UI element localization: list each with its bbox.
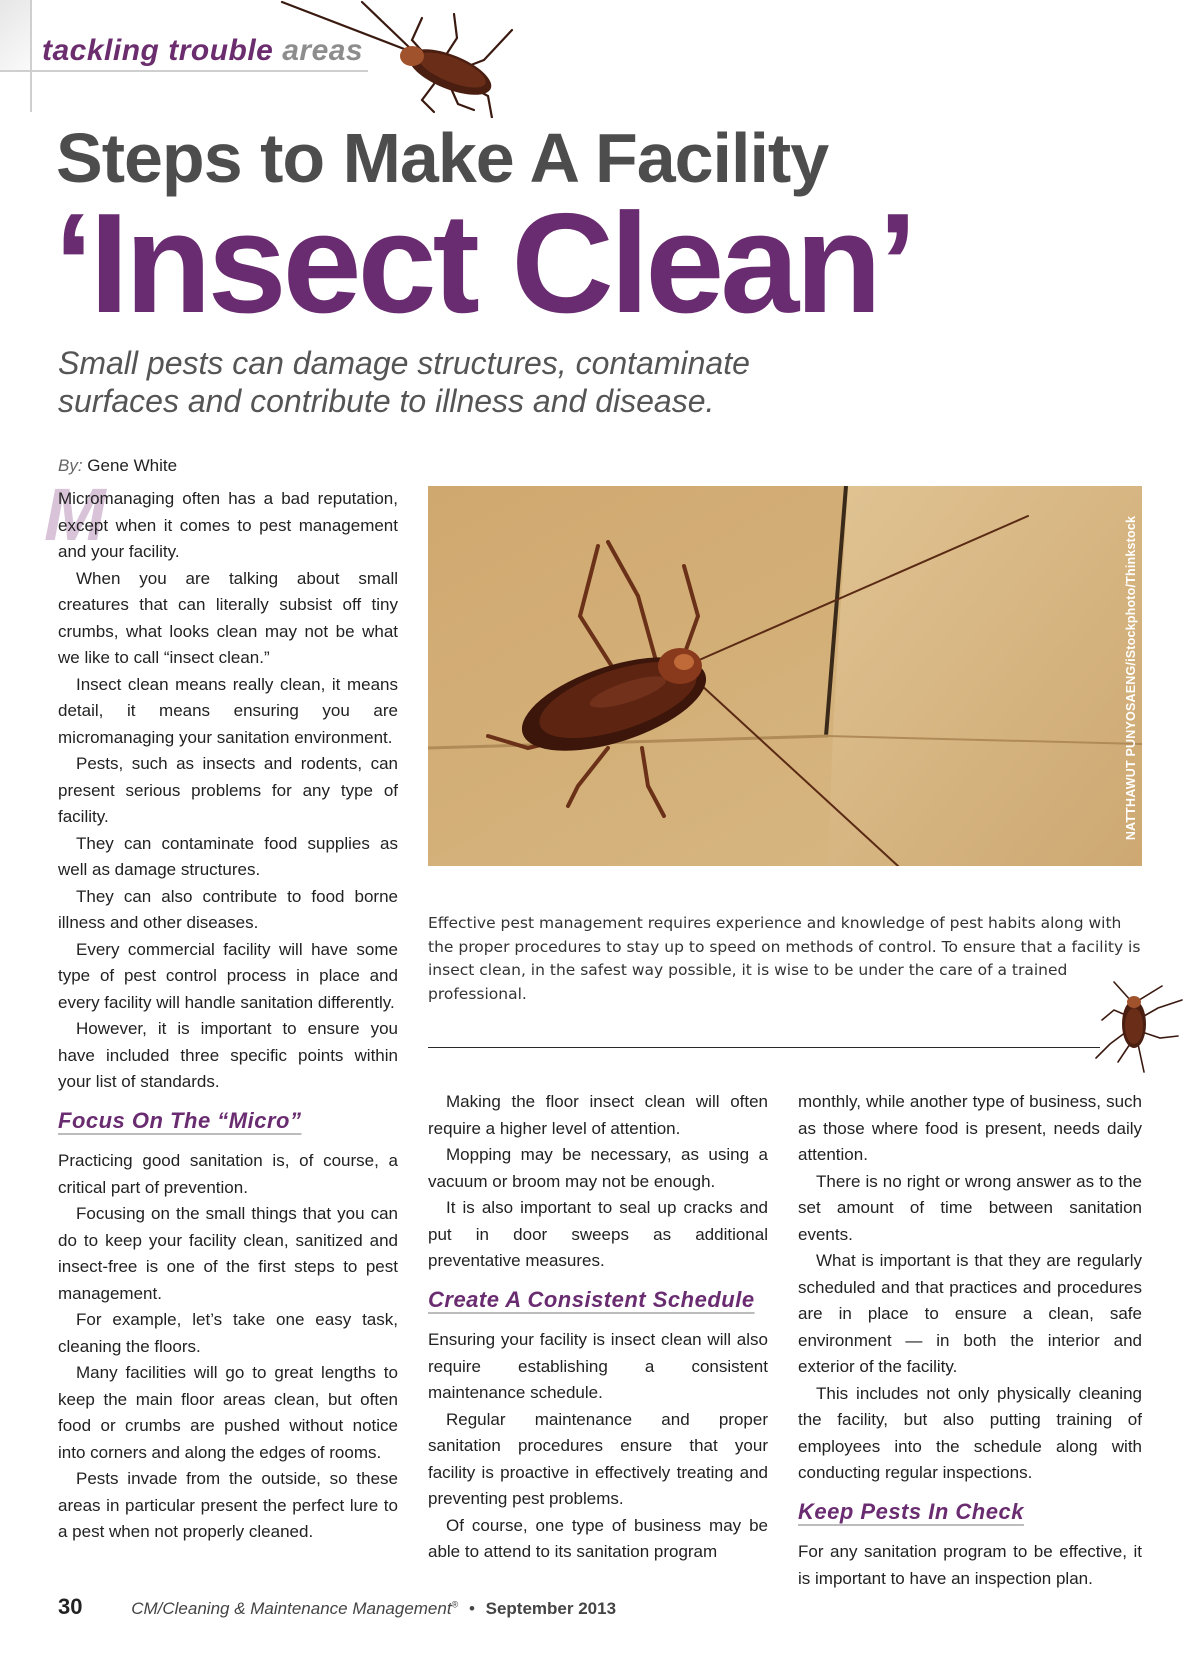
subheading-create-a-consistent-schedule: Create A Consistent Schedule [428,1286,755,1312]
registered-mark: ® [451,1599,459,1610]
headline-line1: Steps to Make A Facility [56,119,829,197]
paragraph: What is important is that they are regularly scheduled and that practices and procedures are in place to ensure a clean, safe environment — in both the interior and exterior of the facility. [798,1251,1142,1376]
column-2 [428,1089,768,1566]
paragraph: Pests, such as insects and rodents, can present serious problems for any type of facility. [58,754,398,826]
drop-cap: M [44,473,106,556]
paragraph: This includes not only physically cleaning the facility, but also putting training of employees into the schedule along with conducting regular inspections. [798,1383,1142,1482]
paragraph: Focusing on the small things that you can do to keep your facility clean, sanitized and insect-free is one of the first steps to pest management. [58,1204,398,1303]
paragraph: For example, let’s take one easy task, cleaning the floors. [58,1310,398,1356]
column-1 [58,486,398,1546]
cockroach-illustration-side [1074,980,1194,1080]
photo-credit [1120,508,1142,848]
subheading-focus-on-the-micro: Focus On The “Micro” [58,1107,302,1133]
paragraph: When you are talking about small creatures that can literally subsist off tiny crumbs, what looks clean may not be what we like to call “insect clean.” [58,568,398,667]
section-tag-part2: areas [282,34,364,67]
issue-date: September 2013 [485,1599,617,1618]
paragraph: They can also contribute to food borne illness and other diseases. [58,886,398,932]
paragraph: However, it is important to ensure you have included three specific points within your list of standards. [58,1019,398,1091]
paragraph: Ensuring your facility is insect clean will also require establishing a consistent maintenance schedule. [428,1330,768,1402]
paragraph: Mopping may be necessary, as using a vacuum or broom may not be enough. [428,1145,768,1191]
paragraph: Practicing good sanitation is, of course, a critical part of prevention. [58,1151,398,1197]
paragraph: It is also important to seal up cracks and put in door sweeps as additional preventative measures. [428,1198,768,1270]
paragraph: Insect clean means really clean, it means detail, it means ensuring you are micromanaging your sanitation environment. [58,674,398,747]
corner-rule-vertical [30,0,32,112]
corner-shade [0,0,30,70]
subtitle: Small pests can damage structures, contaminate surfaces and contribute to illness and disease. [58,345,750,419]
headline-line2: ‘Insect Clean’ [54,184,914,343]
column-3 [798,1089,1142,1592]
byline-prefix: By: [58,456,83,475]
publication-name: CM/Cleaning & Maintenance Management [131,1599,452,1618]
paragraph: For any sanitation program to be effective, it is important to have an inspection plan. [798,1542,1142,1588]
page-footer [58,1594,616,1620]
cockroach-photo-image [428,486,1142,866]
paragraph: Of course, one type of business may be able to attend to its sanitation program [428,1515,768,1561]
photo-credit-text: NATTHAWUT PUNYOSAENG/iStockphoto/Thinkstock [1124,515,1138,841]
footer-separator: • [468,1599,475,1618]
paragraph: Many facilities will go to great lengths to keep the main floor areas clean, but often food or crumbs are pushed without notice into corners and along the edges of rooms. [58,1363,398,1462]
page-number: 30 [58,1594,83,1619]
divider-rule [428,1047,1100,1048]
cockroach-illustration-top [262,0,522,118]
cockroach-photo [428,486,1142,866]
paragraph: Regular maintenance and proper sanitation procedures ensure that your facility is proactive in effectively treating and preventing pest problems. [428,1409,768,1508]
paragraph: Pests invade from the outside, so these areas in particular present the perfect lure to a pest when not properly cleaned. [58,1469,398,1541]
paragraph: They can contaminate food supplies as well as damage structures. [58,833,398,879]
paragraph: Micromanaging often has a bad reputation, except when it comes to pest management and your facility. [58,489,398,561]
section-tag-part1: tackling trouble [42,34,274,67]
subheading-keep-pests-in-check: Keep Pests In Check [798,1498,1024,1524]
byline-author: Gene White [87,456,178,475]
paragraph: Every commercial facility will have some type of pest control process in place and every facility will handle sanitation differently. [58,939,398,1012]
paragraph: Making the floor insect clean will often require a higher level of attention. [428,1092,768,1138]
photo-caption: Effective pest management requires experience and knowledge of pest habits along with the proper procedures to stay up to speed on methods of control. To ensure that a facility is insect clean, in the safest way possible, it is wise to be under the care of a trained professional. [428,914,1141,1003]
paragraph: monthly, while another type of business, such as those where food is present, needs daily attention. [798,1092,1142,1164]
paragraph: There is no right or wrong answer as to the set amount of time between sanitation events. [798,1171,1142,1244]
